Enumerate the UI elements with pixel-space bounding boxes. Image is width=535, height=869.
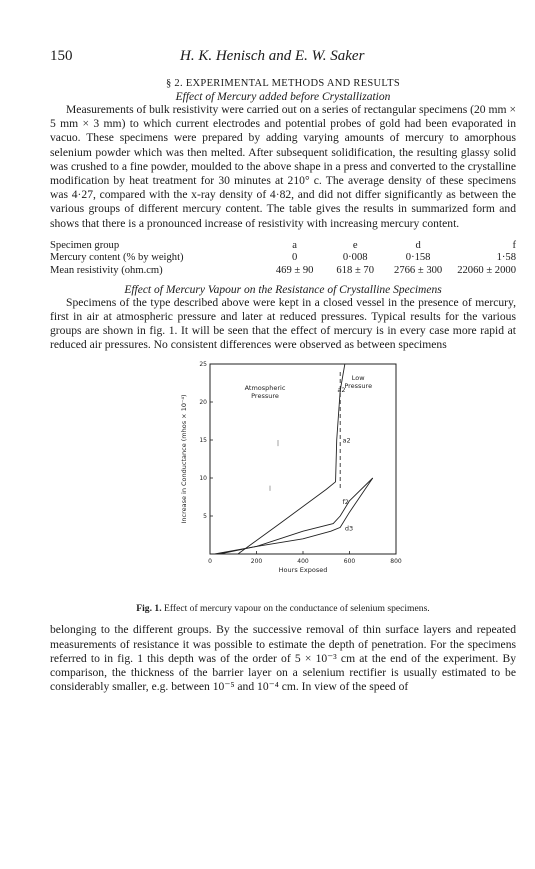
y-tick-label: 10 (199, 475, 207, 483)
region-label-low: Low Pressure (344, 374, 373, 391)
series-label-d3: d3 (344, 524, 354, 533)
caption-text: Effect of mercury vapour on the conductance of selenium specimens. (164, 603, 430, 615)
table-cell: f (512, 239, 516, 251)
table-cell: a (292, 239, 297, 251)
page (50, 48, 516, 694)
y-tick-label: 15 (199, 437, 207, 445)
table-row (50, 265, 516, 278)
table-row (50, 240, 516, 253)
table-cell: 0 (292, 252, 298, 264)
figure-1 (50, 358, 516, 601)
x-tick-label: 200 (250, 558, 263, 566)
plot-frame (210, 364, 396, 554)
y-axis-label: Increase in Conductance (mhos × 10⁻⁴) (180, 394, 188, 524)
figure-caption (50, 603, 516, 614)
caption-label: Fig. 1. (136, 603, 162, 615)
series-line-d3 (215, 478, 373, 554)
subheading-crystallization: Effect of Mercury added before Crystallization (175, 91, 391, 103)
conductance-chart (50, 358, 516, 596)
x-tick-label: 400 (297, 558, 309, 566)
subheading-vapour: Effect of Mercury Vapour on the Resistance of Crystalline Specimens (124, 283, 442, 296)
table-row (50, 252, 516, 265)
y-tick-label: 25 (199, 361, 207, 369)
table-row-label: Specimen group (50, 239, 120, 251)
table-cell: 2766 ± 300 (394, 265, 443, 277)
page-header (50, 48, 516, 68)
table-row-label: Mean resistivity (ohm.cm) (50, 265, 163, 277)
x-tick-label: 600 (343, 558, 356, 566)
table-cell: 469 ± 90 (275, 265, 314, 277)
section-heading: § 2. EXPERIMENTAL METHODS AND RESULTS (165, 78, 401, 89)
paragraph-penetration: belonging to the different groups. By the successive removal of thin surface layers and repeated measurements of resistance it was possible to estimate the depth of penetration. For the specimens referred to in fig. 1 this depth was of the order of 5 × 10⁻³ cm at the end of the experiment. By comparison, the thickness of the barrier layer on a selenium rectifier is usually estimated to be considerably smaller, e.g. between 10⁻⁵ and 10⁻⁴ cm. In view of the speed of (50, 623, 516, 694)
table-cell: 0·008 (342, 252, 368, 264)
x-tick-label: 800 (390, 558, 402, 566)
page-number: 150 (50, 48, 73, 64)
series-label-a2-upper: a2 (337, 386, 346, 395)
table-cell: 0·158 (405, 252, 431, 264)
table-cell: e (352, 239, 358, 251)
series-label-a2: a2 (342, 436, 351, 445)
table-cell: d (415, 239, 421, 251)
paragraph-vapour: Specimens of the type described above were kept in a closed vessel in the presence of mercury, first in air at atmospheric pressure and later at reduced pressures. Typical results for the various groups are shown in fig. 1. It will be seen that the effect of mercury is in every case more rapid at reduced air pressures. No consistent differences were observed as between specimens (50, 295, 516, 352)
y-tick-label: 5 (203, 513, 207, 521)
paragraph-resistivity: Measurements of bulk resistivity were carried out on a series of rectangular specimens (20 mm × 5 mm × 3 mm) to which current electrodes and potential probes of gold had been evaporated in vacuo. These specimens were prepared by adding varying amounts of mercury to amorphous selenium powder which was then melted. After subsequent solidification, the resulting glassy solid was crushed to a fine powder, moulded to the above shape in a press and converted to the crystalline modification by heat treatment for 30 minutes at 210° c. The average density of these specimens was 4·27, compared with the x-ray density of 4·82, and did not differ significantly as between the various groups of different mercury content. The table gives the results in summarized form and shows that there is a pronounced increase of resistivity with increasing mercury content. (50, 103, 516, 230)
region-label-atmospheric: Atmospheric Pressure (244, 384, 286, 401)
y-tick-label: 20 (199, 399, 207, 407)
x-axis-label: Hours Exposed (278, 566, 328, 575)
resistivity-table (50, 240, 516, 278)
table-cell: 22060 ± 2000 (457, 265, 516, 277)
x-tick-label: 0 (208, 558, 212, 566)
running-title: H. K. Henisch and E. W. Saker (180, 48, 365, 64)
series-line-f2 (219, 478, 372, 554)
series-label-f2: f2 (342, 498, 349, 507)
table-row-label: Mercury content (% by weight) (50, 252, 184, 264)
table-cell: 618 ± 70 (336, 265, 375, 277)
table-cell: 1·58 (496, 252, 516, 264)
